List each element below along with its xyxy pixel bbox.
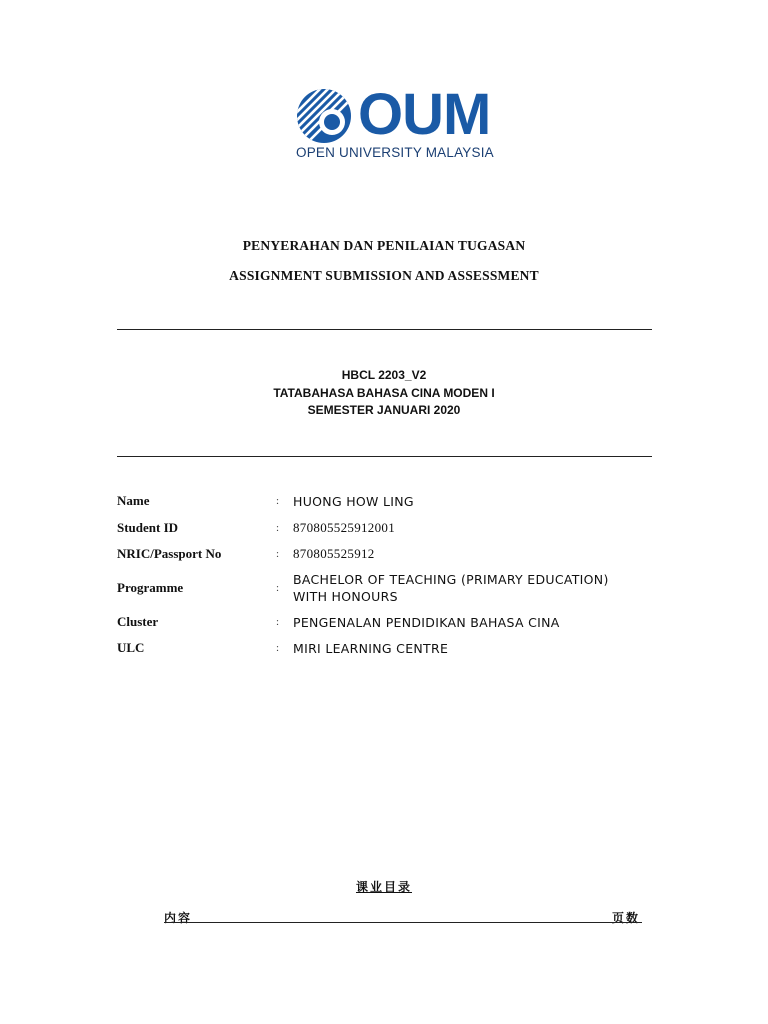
cluster-separator: : [276,616,280,628]
logo-wordmark: OUM [358,82,491,147]
cluster-label: Cluster [117,614,159,629]
logo-subtitle: OPEN UNIVERSITY MALAYSIA [296,145,494,160]
name-label: Name [117,493,150,508]
toc-page-header: 页数 [612,911,641,925]
programme-separator: : [276,582,280,594]
nric-label: NRIC/Passport No [117,546,222,561]
cluster-value: PENGENALAN PENDIDIKAN BAHASA CINA [293,615,560,630]
ulc-label: ULC [117,640,145,655]
ulc-value: MIRI LEARNING CENTRE [293,641,449,656]
nric-separator: : [276,548,280,560]
programme-value: BACHELOR OF TEACHING (PRIMARY EDUCATION) WITH HONOURS [293,572,609,604]
name-separator: : [276,495,280,507]
student-id-label: Student ID [117,520,179,535]
programme-label: Programme [117,580,184,595]
student-id-separator: : [276,522,280,534]
heading-malay: PENYERAHAN DAN PENILAIAN TUGASAN [242,238,526,253]
oum-logo [296,82,496,166]
student-id-value: 870805525912001 [293,520,395,535]
course-title: TATABAHASA BAHASA CINA MODEN I [273,386,495,400]
toc-underline [164,922,642,923]
course-code: HBCL 2203_V2 [341,368,427,382]
name-value: HUONG HOW LING [293,494,414,509]
toc-title: 课业目录 [355,880,412,894]
course-semester: SEMESTER JANUARI 2020 [307,403,461,417]
heading-english: ASSIGNMENT SUBMISSION AND ASSESSMENT [229,268,539,283]
top-divider [117,329,652,330]
oum-globe-icon [296,88,356,144]
bottom-divider [117,456,652,457]
ulc-separator: : [276,642,280,654]
nric-value: 870805525912 [293,546,375,561]
toc-content-header: 内容 [164,911,193,925]
